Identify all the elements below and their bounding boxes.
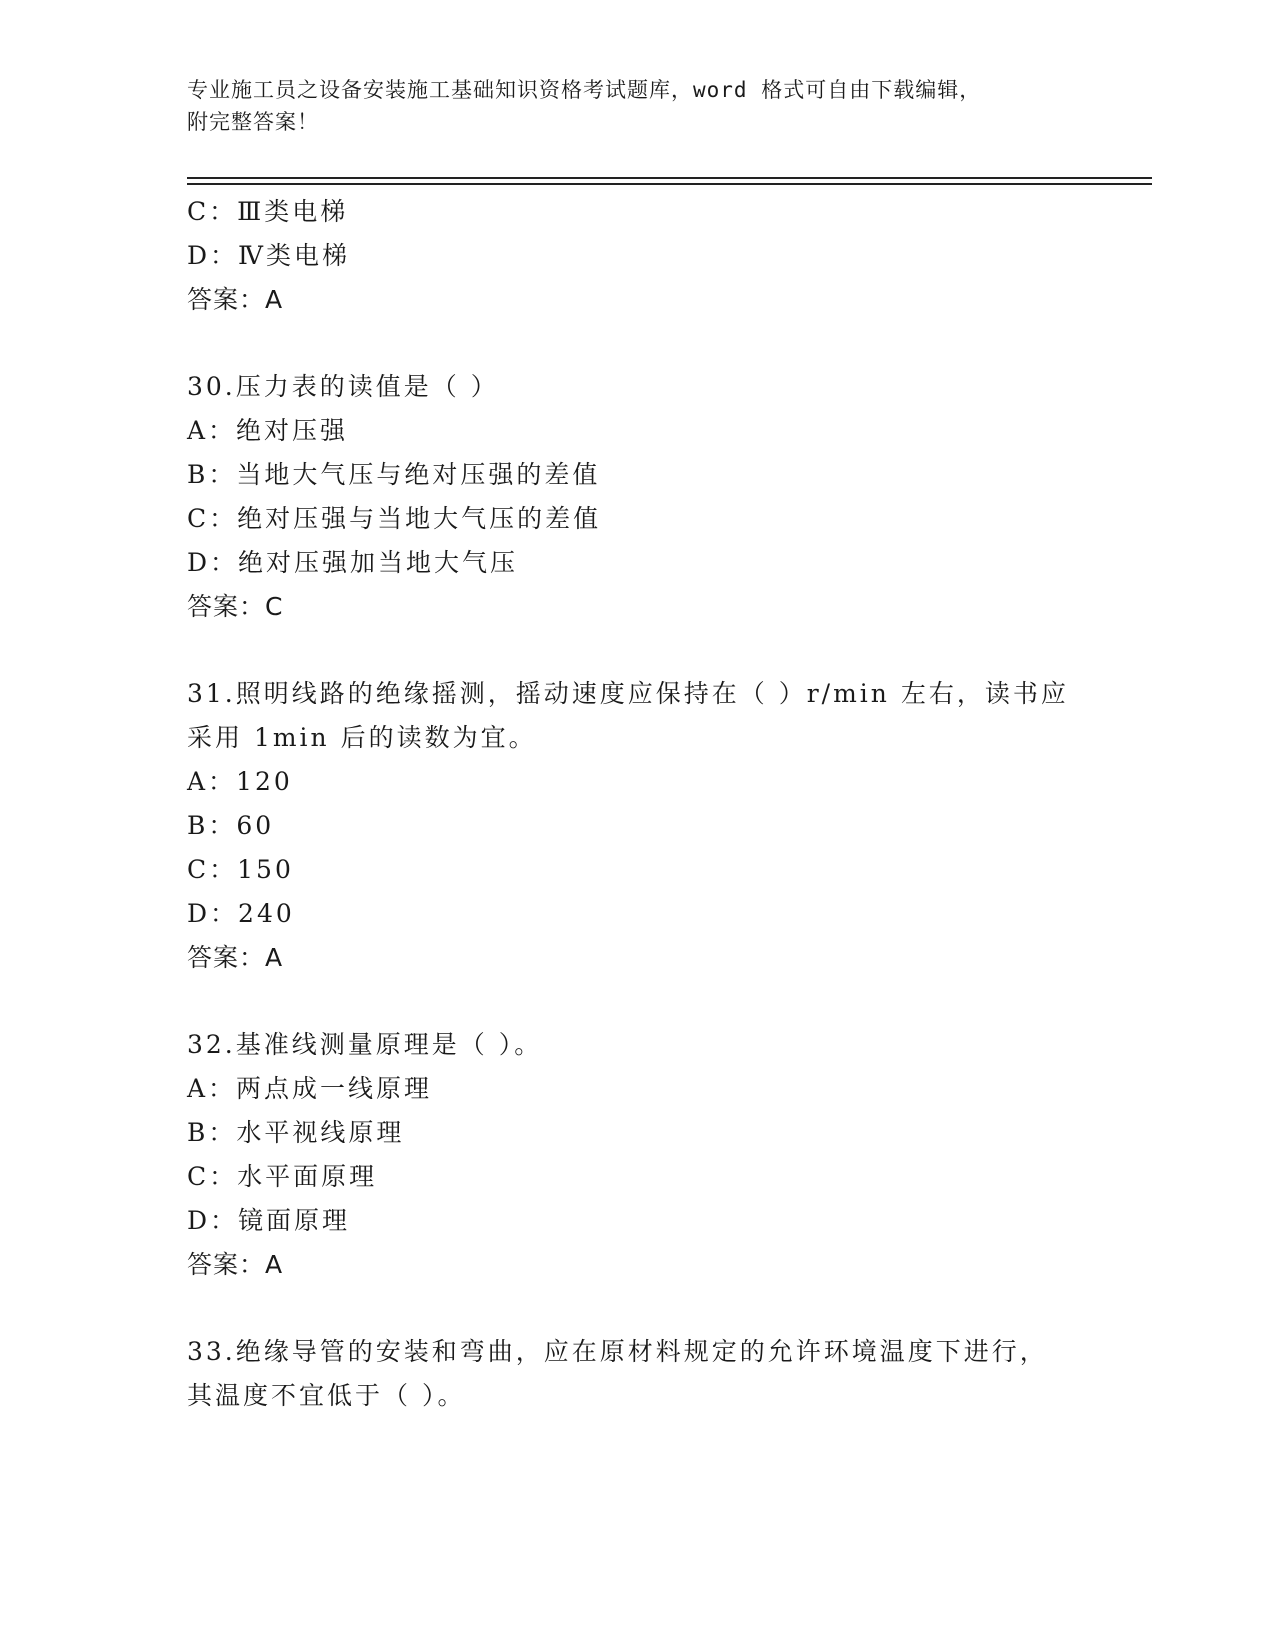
header-title-line2: 附完整答案！: [187, 110, 319, 134]
document-header: [187, 74, 1087, 138]
q31-stem-line1: 31.照明线路的绝缘摇测，摇动速度应保持在（ ）r/min 左右，读书应: [187, 679, 1069, 708]
header-title-line1: 专业施工员之设备安装施工基础知识资格考试题库，word 格式可自由下载编辑，: [187, 78, 982, 102]
q32-stem: 32.基准线测量原理是（ ）。: [187, 1030, 543, 1059]
q31-stem-line2: 采用 1min 后的读数为宜。: [187, 723, 537, 752]
q32-answer: 答案：A: [187, 1250, 284, 1279]
header-divider-top: [187, 177, 1152, 179]
q32-option-b: B：水平视线原理: [187, 1118, 405, 1147]
q29-option-c: C：Ⅲ类电梯: [187, 197, 349, 226]
q30-option-a: A：绝对压强: [187, 416, 349, 445]
q30-answer: 答案：C: [187, 592, 284, 621]
q30-option-d: D：绝对压强加当地大气压: [187, 548, 519, 577]
q31-option-b: B：60: [187, 811, 275, 840]
q30-option-c: C：绝对压强与当地大气压的差值: [187, 504, 602, 533]
q29-answer: 答案：A: [187, 285, 284, 314]
q30-stem: 30.压力表的读值是（ ）: [187, 372, 499, 401]
q31-option-c: C：150: [187, 855, 294, 884]
q31-option-d: D：240: [187, 899, 295, 928]
q29-option-d: D：Ⅳ类电梯: [187, 241, 351, 270]
q33-stem-line1: 33.绝缘导管的安装和弯曲，应在原材料规定的允许环境温度下进行，: [187, 1337, 1048, 1366]
q30-option-b: B：当地大气压与绝对压强的差值: [187, 460, 601, 489]
q32-option-c: C：水平面原理: [187, 1162, 378, 1191]
q31-answer: 答案：A: [187, 943, 284, 972]
header-divider-bottom: [187, 183, 1152, 185]
q32-option-d: D：镜面原理: [187, 1206, 351, 1235]
q33-stem-line2: 其温度不宜低于（ ）。: [187, 1381, 466, 1410]
q31-option-a: A：120: [187, 767, 293, 796]
q32-option-a: A：两点成一线原理: [187, 1074, 433, 1103]
